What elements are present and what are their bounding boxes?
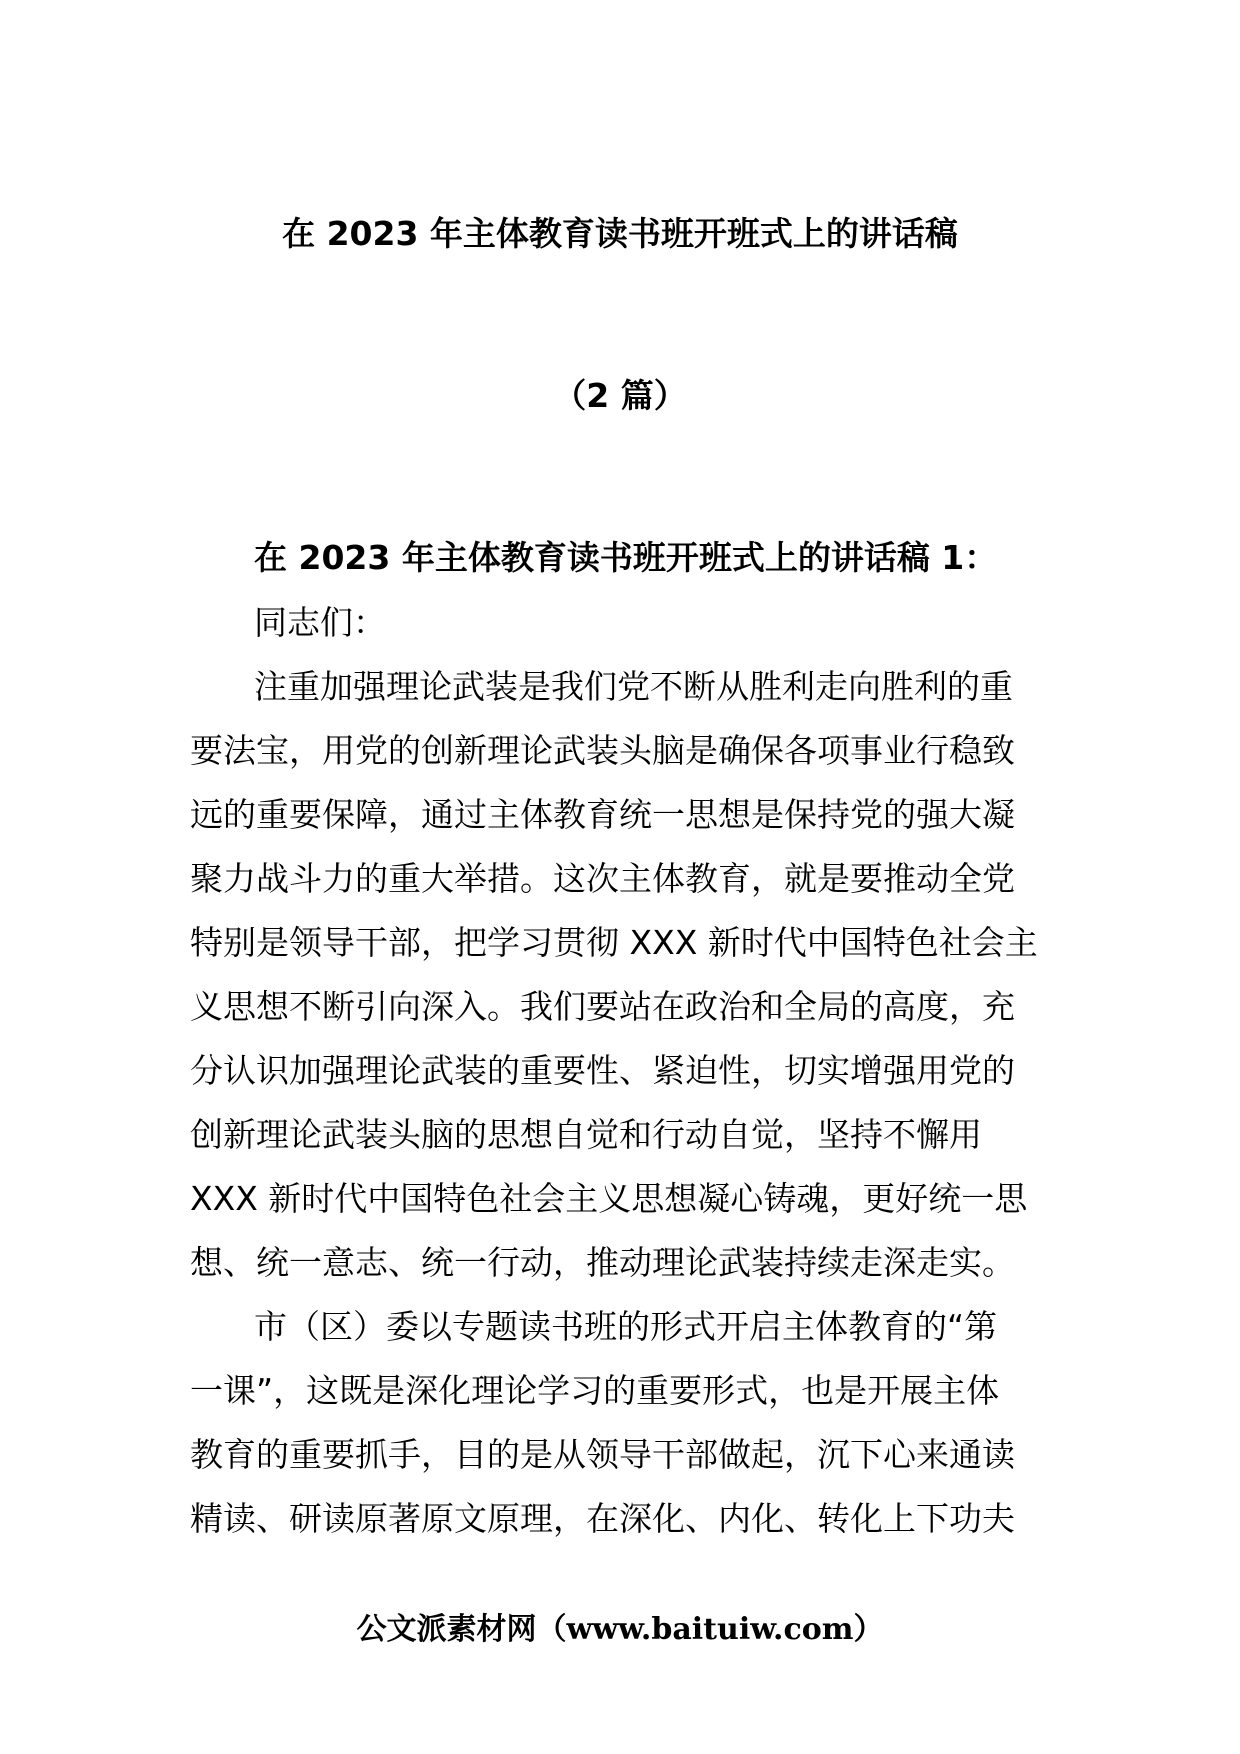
body-line: 远的重要保障，通过主体教育统一思想是保持党的强大凝 — [190, 795, 1015, 834]
document-subtitle: （2 篇） — [553, 376, 687, 415]
body-line: 市（区）委以专题读书班的形式开启主体教育的“第 — [254, 1307, 998, 1346]
body-line: 创新理论武装头脑的思想自觉和行动自觉，坚持不懈用 — [190, 1115, 982, 1154]
body-line: 分认识加强理论武装的重要性、紧迫性，切实增强用党的 — [190, 1051, 1015, 1090]
body-line: 注重加强理论武装是我们党不断从胜利走向胜利的重 — [254, 667, 1013, 706]
body-line: 想、统一意志、统一行动，推动理论武装持续走深走实。 — [190, 1243, 1015, 1282]
body-line: 一课”，这既是深化理论学习的重要形式，也是开展主体 — [190, 1371, 1000, 1410]
body-line: XXX 新时代中国特色社会主义思想凝心铸魂，更好统一思 — [190, 1179, 1028, 1218]
body-line: 同志们： — [254, 603, 386, 642]
body-line: 义思想不断引向深入。我们要站在政治和全局的高度，充 — [190, 987, 1015, 1026]
body-line: 精读、研读原著原文原理，在深化、内化、转化上下功夫 — [190, 1499, 1015, 1538]
body-line: 要法宝，用党的创新理论武装头脑是确保各项事业行稳致 — [190, 731, 1015, 770]
section-heading: 在 2023 年主体教育读书班开班式上的讲话稿 1： — [254, 538, 998, 577]
document-title: 在 2023 年主体教育读书班开班式上的讲话稿 — [282, 214, 958, 253]
page-footer: 公文派素材网（www.baituiw.com） — [356, 1612, 884, 1647]
body-line: 特别是领导干部，把学习贯彻 XXX 新时代中国特色社会主 — [190, 923, 1038, 962]
body-line: 聚力战斗力的重大举措。这次主体教育，就是要推动全党 — [190, 859, 1015, 898]
body-line: 教育的重要抓手，目的是从领导干部做起，沉下心来通读 — [190, 1435, 1015, 1474]
